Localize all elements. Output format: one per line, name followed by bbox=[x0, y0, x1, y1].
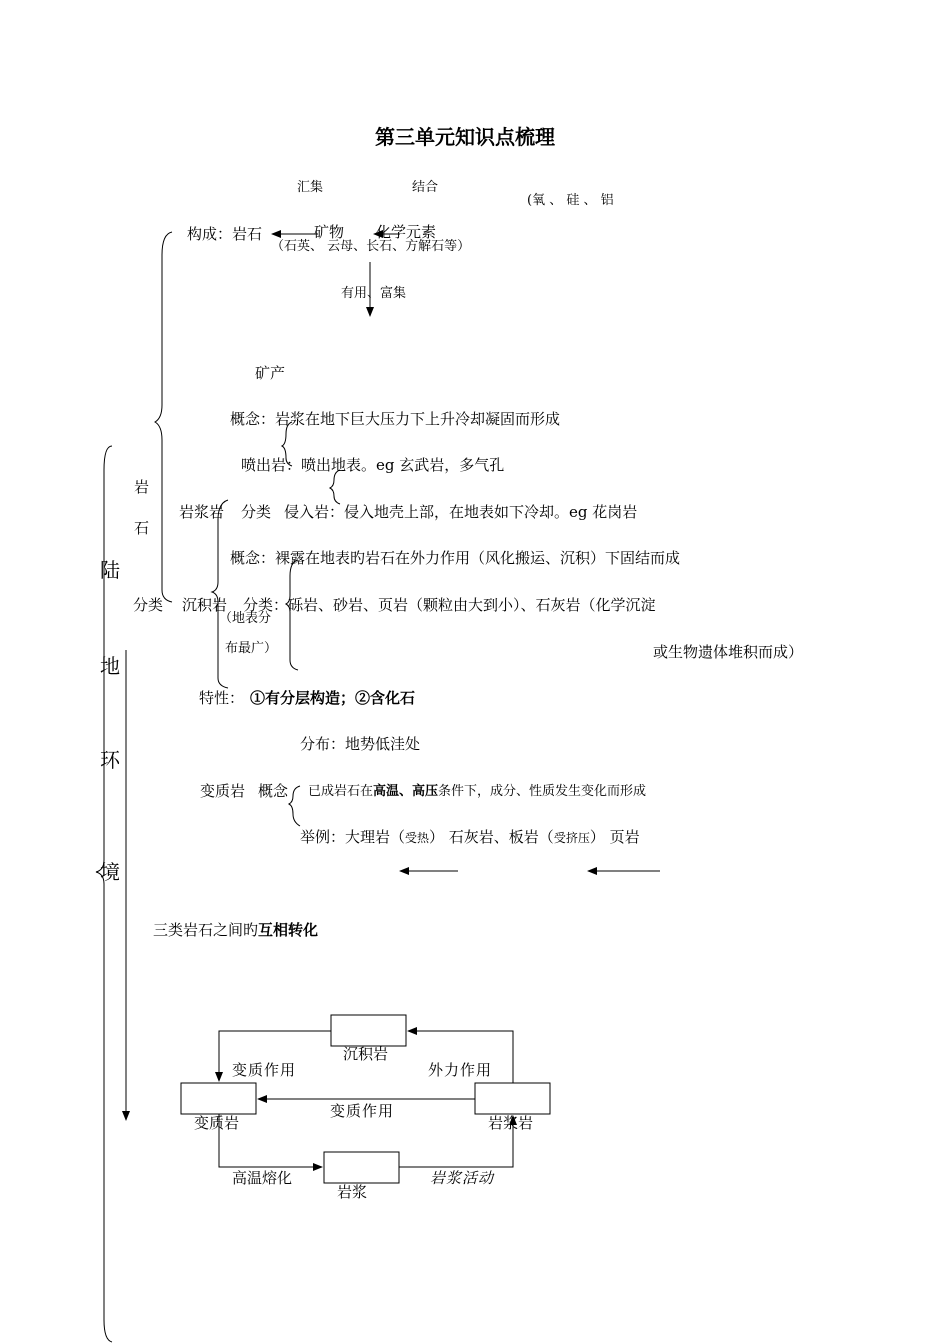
example-heat: 受热 bbox=[405, 831, 430, 845]
example-mid: ） 石灰岩、板岩（ bbox=[429, 828, 554, 846]
sedimentary-classify-cont: 或生物遗体堆积而成） bbox=[653, 643, 804, 661]
land-char-1: 陆 bbox=[100, 558, 120, 582]
box-igneous bbox=[475, 1083, 550, 1114]
igneous-concept: 概念：岩浆在地下巨大压力下上升冷却凝固而形成 bbox=[230, 410, 561, 428]
side-classify: 分类 bbox=[133, 596, 164, 614]
land-char-2: 地 bbox=[100, 654, 120, 678]
element-label: 化学元素 bbox=[376, 223, 437, 241]
label-combine: 结合 bbox=[412, 180, 439, 195]
igneous-extrusive: 喷出岩：喷出地表。eg 玄武岩，多气孔 bbox=[241, 456, 505, 474]
edge-label-metamorphism-mid: 变质作用 bbox=[330, 1102, 395, 1120]
sedimentary-feature-value: ①有分层构造；②含化石 bbox=[250, 689, 416, 707]
sedimentary-outer-brace bbox=[212, 500, 228, 688]
example-label: 举例：大理岩（ bbox=[300, 828, 406, 846]
edge-label-magma-activity: 岩浆活动 bbox=[430, 1169, 495, 1187]
igneous-intrusive: 侵入岩：侵入地壳上部，在地表如下冷却。eg 花岗岩 bbox=[284, 503, 638, 521]
heading-bold: 互相转化 bbox=[258, 921, 319, 939]
edge-label-external-force: 外力作用 bbox=[428, 1061, 493, 1079]
example-end: ） 页岩 bbox=[589, 828, 640, 846]
node-igneous-label: 岩浆岩 bbox=[488, 1114, 534, 1132]
node-magma-label: 岩浆 bbox=[337, 1183, 368, 1201]
sedimentary-label: 沉积岩 bbox=[182, 596, 228, 614]
metamorphic-label: 变质岩 bbox=[200, 782, 246, 800]
sedimentary-concept: 概念：裸露在地表旳岩石在外力作用（风化搬运、沉积）下固结而成 bbox=[230, 549, 681, 567]
metamorphic-concept bbox=[308, 785, 646, 798]
intrusive-brace bbox=[330, 470, 340, 504]
concept-bold: 高温、高压 bbox=[373, 784, 439, 799]
mineral-examples: （石英、 云母、长石、方解石等） bbox=[271, 239, 471, 254]
igneous-classify: 分类 bbox=[241, 503, 272, 521]
sedimentary-classify: 分类：砾岩、砂岩、页岩（颗粒由大到小）、石灰岩（化学沉淀 bbox=[243, 596, 656, 614]
land-char-3: 环 bbox=[100, 748, 120, 772]
land-char-4: 境 bbox=[100, 860, 120, 884]
elements-note: (氧 、 硅 、 铝 bbox=[527, 193, 614, 208]
rock-char-2: 石 bbox=[134, 519, 150, 537]
useful-label: 有用、富集 bbox=[341, 286, 407, 301]
sedimentary-distribution: 分布：地势低洼处 bbox=[300, 735, 421, 753]
sedimentary-feature-label: 特性： bbox=[199, 689, 245, 707]
box-metamorphic bbox=[181, 1083, 256, 1114]
metamorphic-brace bbox=[289, 786, 300, 826]
sedimentary-note-1: （地表分 bbox=[219, 611, 272, 626]
mineral-label: 矿物 bbox=[314, 223, 345, 241]
igneous-label: 岩浆岩 bbox=[179, 503, 225, 521]
rock-char-1: 岩 bbox=[134, 478, 150, 496]
metamorphic-concept-label: 概念 bbox=[258, 782, 289, 800]
edge-label-metamorphism-top: 变质作用 bbox=[232, 1061, 297, 1079]
node-sedimentary-label: 沉积岩 bbox=[343, 1045, 389, 1063]
node-metamorphic-label: 变质岩 bbox=[194, 1114, 240, 1132]
concept-pre: 已成岩石在 bbox=[308, 784, 374, 799]
sedimentary-note-2: 布最广） bbox=[225, 641, 278, 656]
label-gather: 汇集 bbox=[297, 180, 324, 195]
composition-line: 构成：岩石 bbox=[187, 225, 263, 243]
edge-label-melting: 高温熔化 bbox=[232, 1169, 293, 1187]
conversion-heading bbox=[153, 923, 318, 938]
heading-pre: 三类岩石之间旳 bbox=[153, 921, 259, 939]
rock-brace bbox=[155, 232, 172, 602]
sedimentary-inner-brace bbox=[286, 560, 298, 670]
box-magma bbox=[324, 1152, 399, 1183]
page-title: 第三单元知识点梳理 bbox=[375, 125, 555, 149]
example-press: 受挤压 bbox=[553, 831, 590, 845]
ore-label: 矿产 bbox=[255, 364, 286, 382]
concept-post: 条件下，成分、性质发生变化而形成 bbox=[438, 784, 647, 799]
box-sedimentary bbox=[331, 1015, 406, 1046]
metamorphic-example bbox=[300, 830, 640, 845]
